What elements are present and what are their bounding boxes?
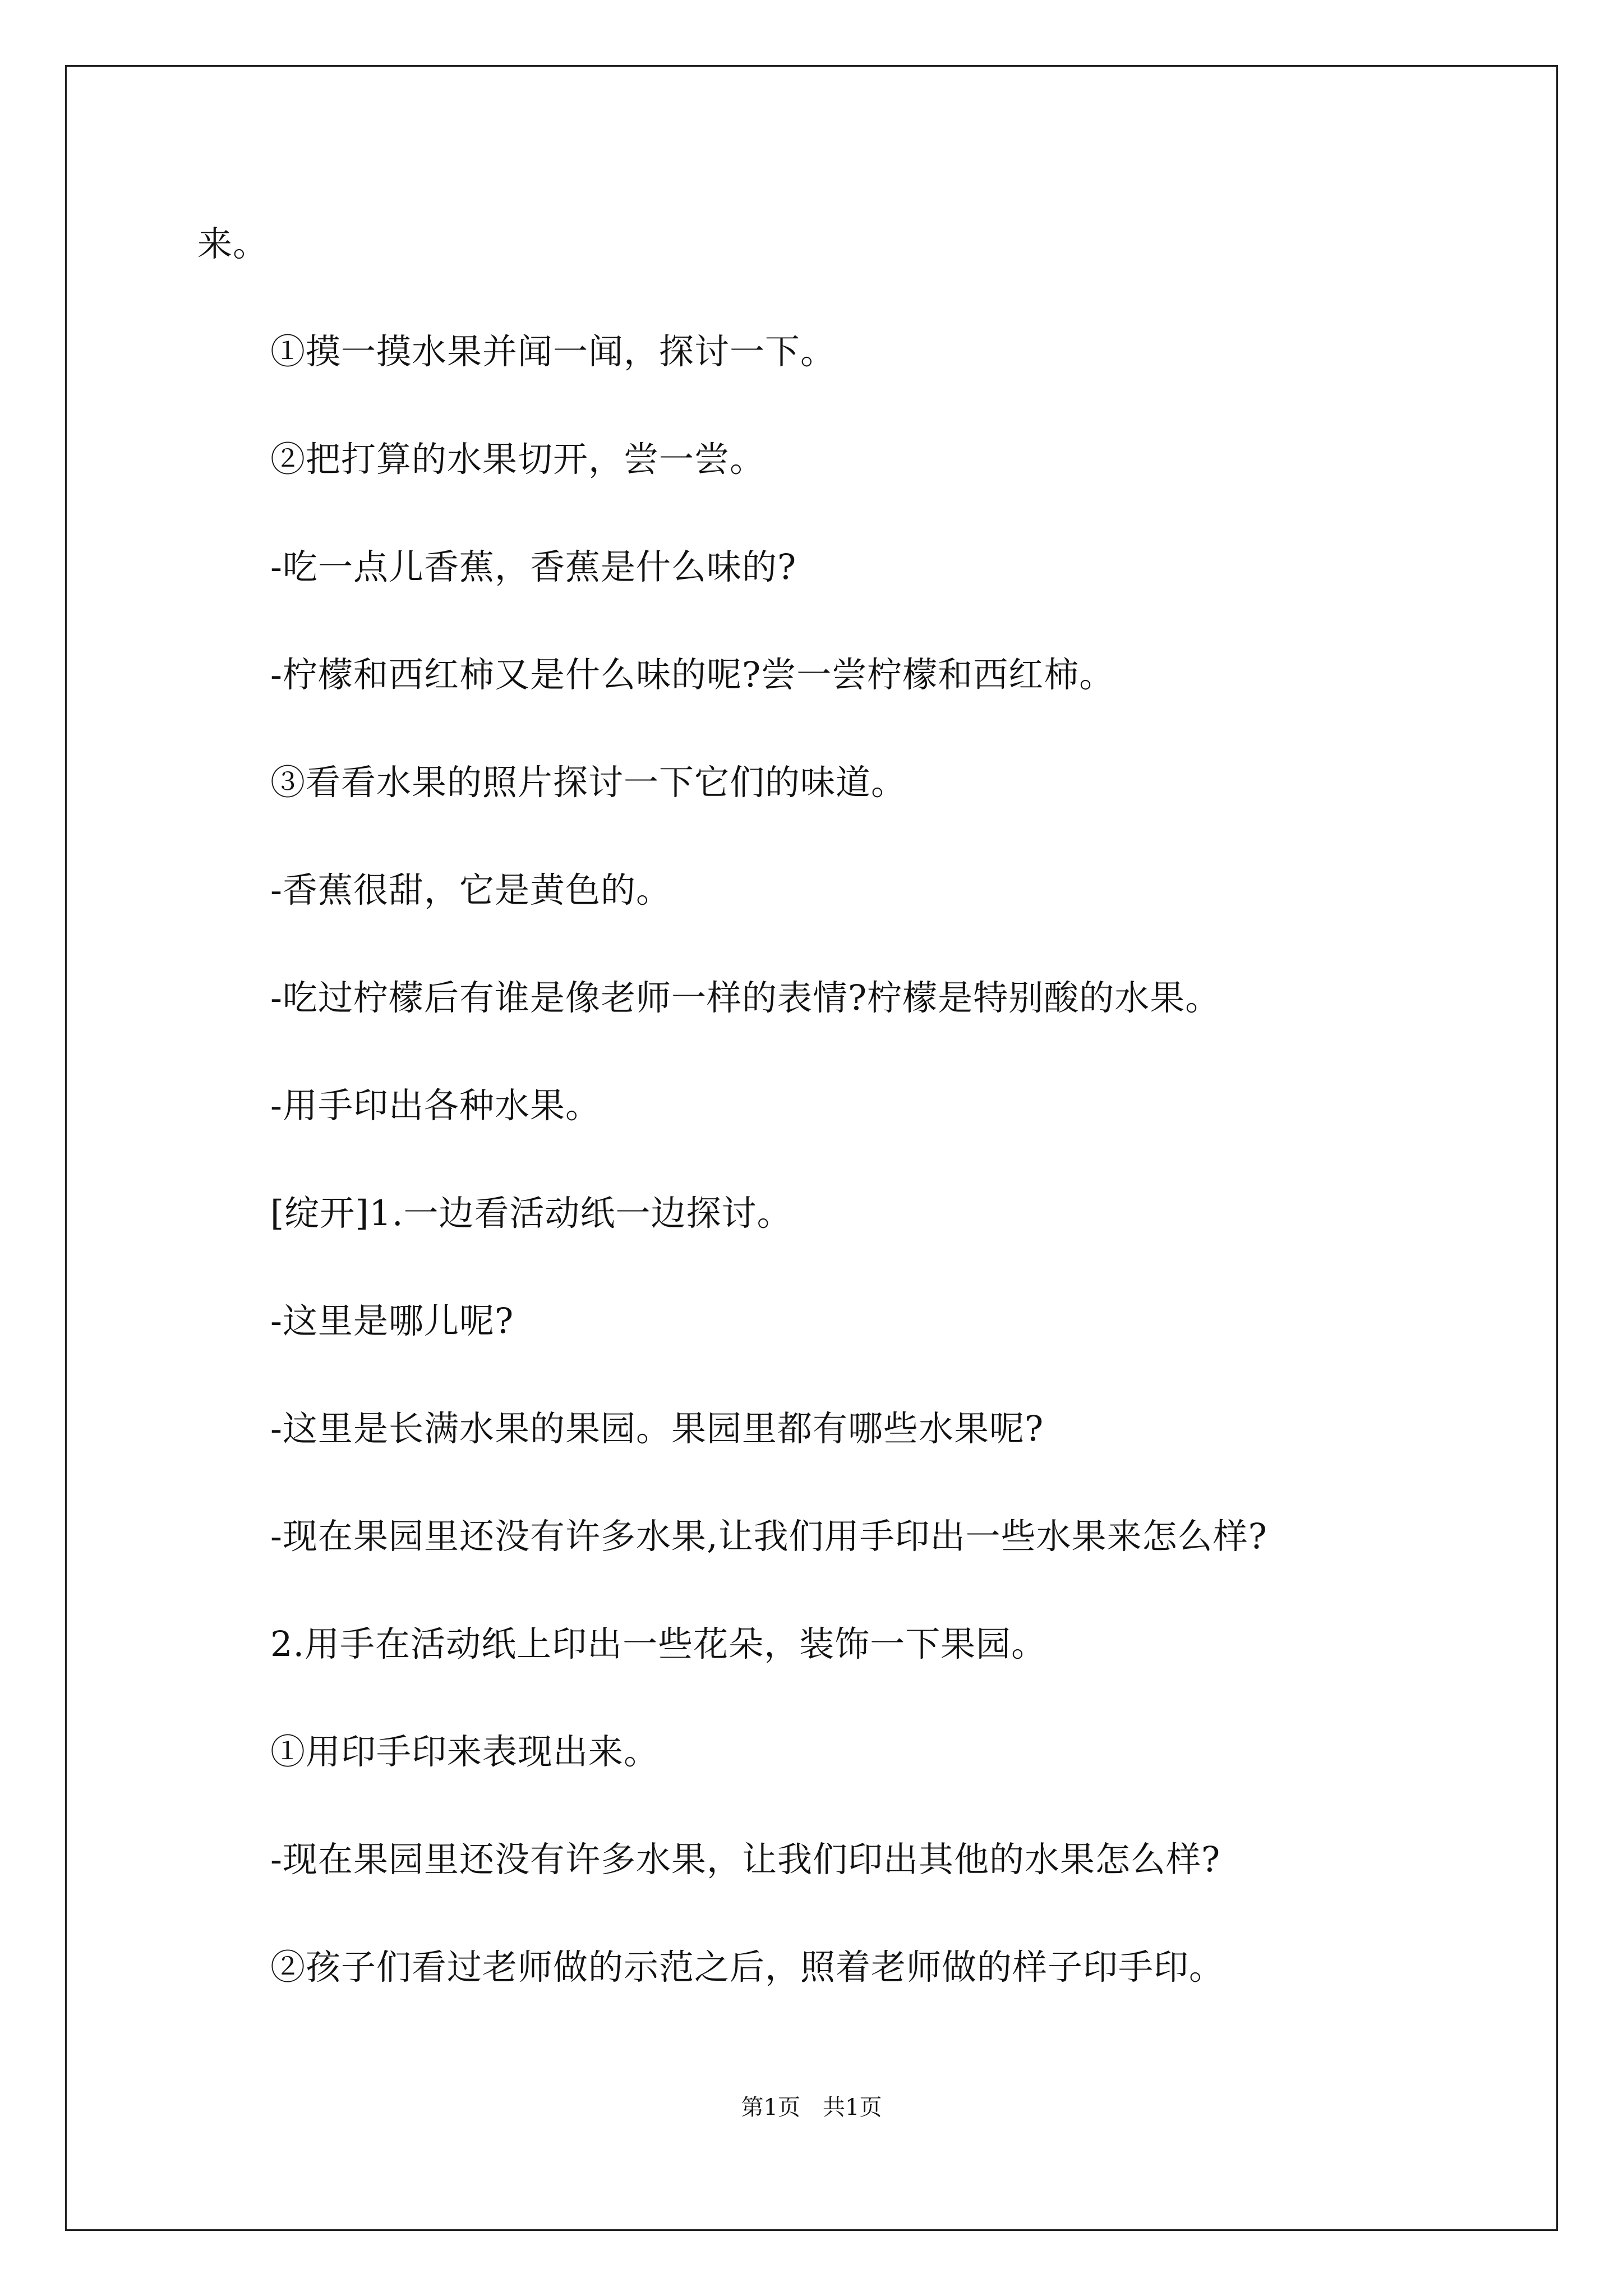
paragraph: -这里是长满水果的果园。果园里都有哪些水果呢? (270, 1408, 1044, 1449)
paragraph: -现在果园里还没有许多水果,让我们用手印出一些水果来怎么样? (270, 1516, 1267, 1557)
paragraph: ③看看水果的照片探讨一下它们的味道。 (270, 762, 907, 803)
paragraph: -香蕉很甜，它是黄色的。 (270, 869, 671, 910)
paragraph: -用手印出各种水果。 (270, 1085, 601, 1126)
paragraph: ②把打算的水果切开，尝一尝。 (270, 439, 766, 480)
paragraph: -吃一点儿香蕉，香蕉是什么味的? (270, 546, 797, 587)
page-number: 第1页 共1页 (741, 2095, 882, 2120)
page-border (65, 65, 1558, 2231)
paragraph: -这里是哪儿呢? (270, 1300, 514, 1341)
paragraph: 来。 (197, 223, 269, 264)
paragraph: ②孩子们看过老师做的示范之后，照着老师做的样子印手印。 (270, 1947, 1225, 1987)
paragraph: 2.用手在活动纸上印出一些花朵，装饰一下果园。 (270, 1623, 1047, 1664)
paragraph: -吃过柠檬后有谁是像老师一样的表情?柠檬是特别酸的水果。 (270, 977, 1221, 1018)
paragraph: ①摸一摸水果并闻一闻，探讨一下。 (270, 331, 836, 372)
paragraph: -柠檬和西红柿又是什么味的呢?尝一尝柠檬和西红柿。 (270, 654, 1115, 695)
paragraph: ①用印手印来表现出来。 (270, 1731, 660, 1772)
paragraph: [绽开]1.一边看活动纸一边探讨。 (270, 1193, 792, 1234)
paragraph: -现在果园里还没有许多水果，让我们印出其他的水果怎么样? (270, 1839, 1221, 1880)
